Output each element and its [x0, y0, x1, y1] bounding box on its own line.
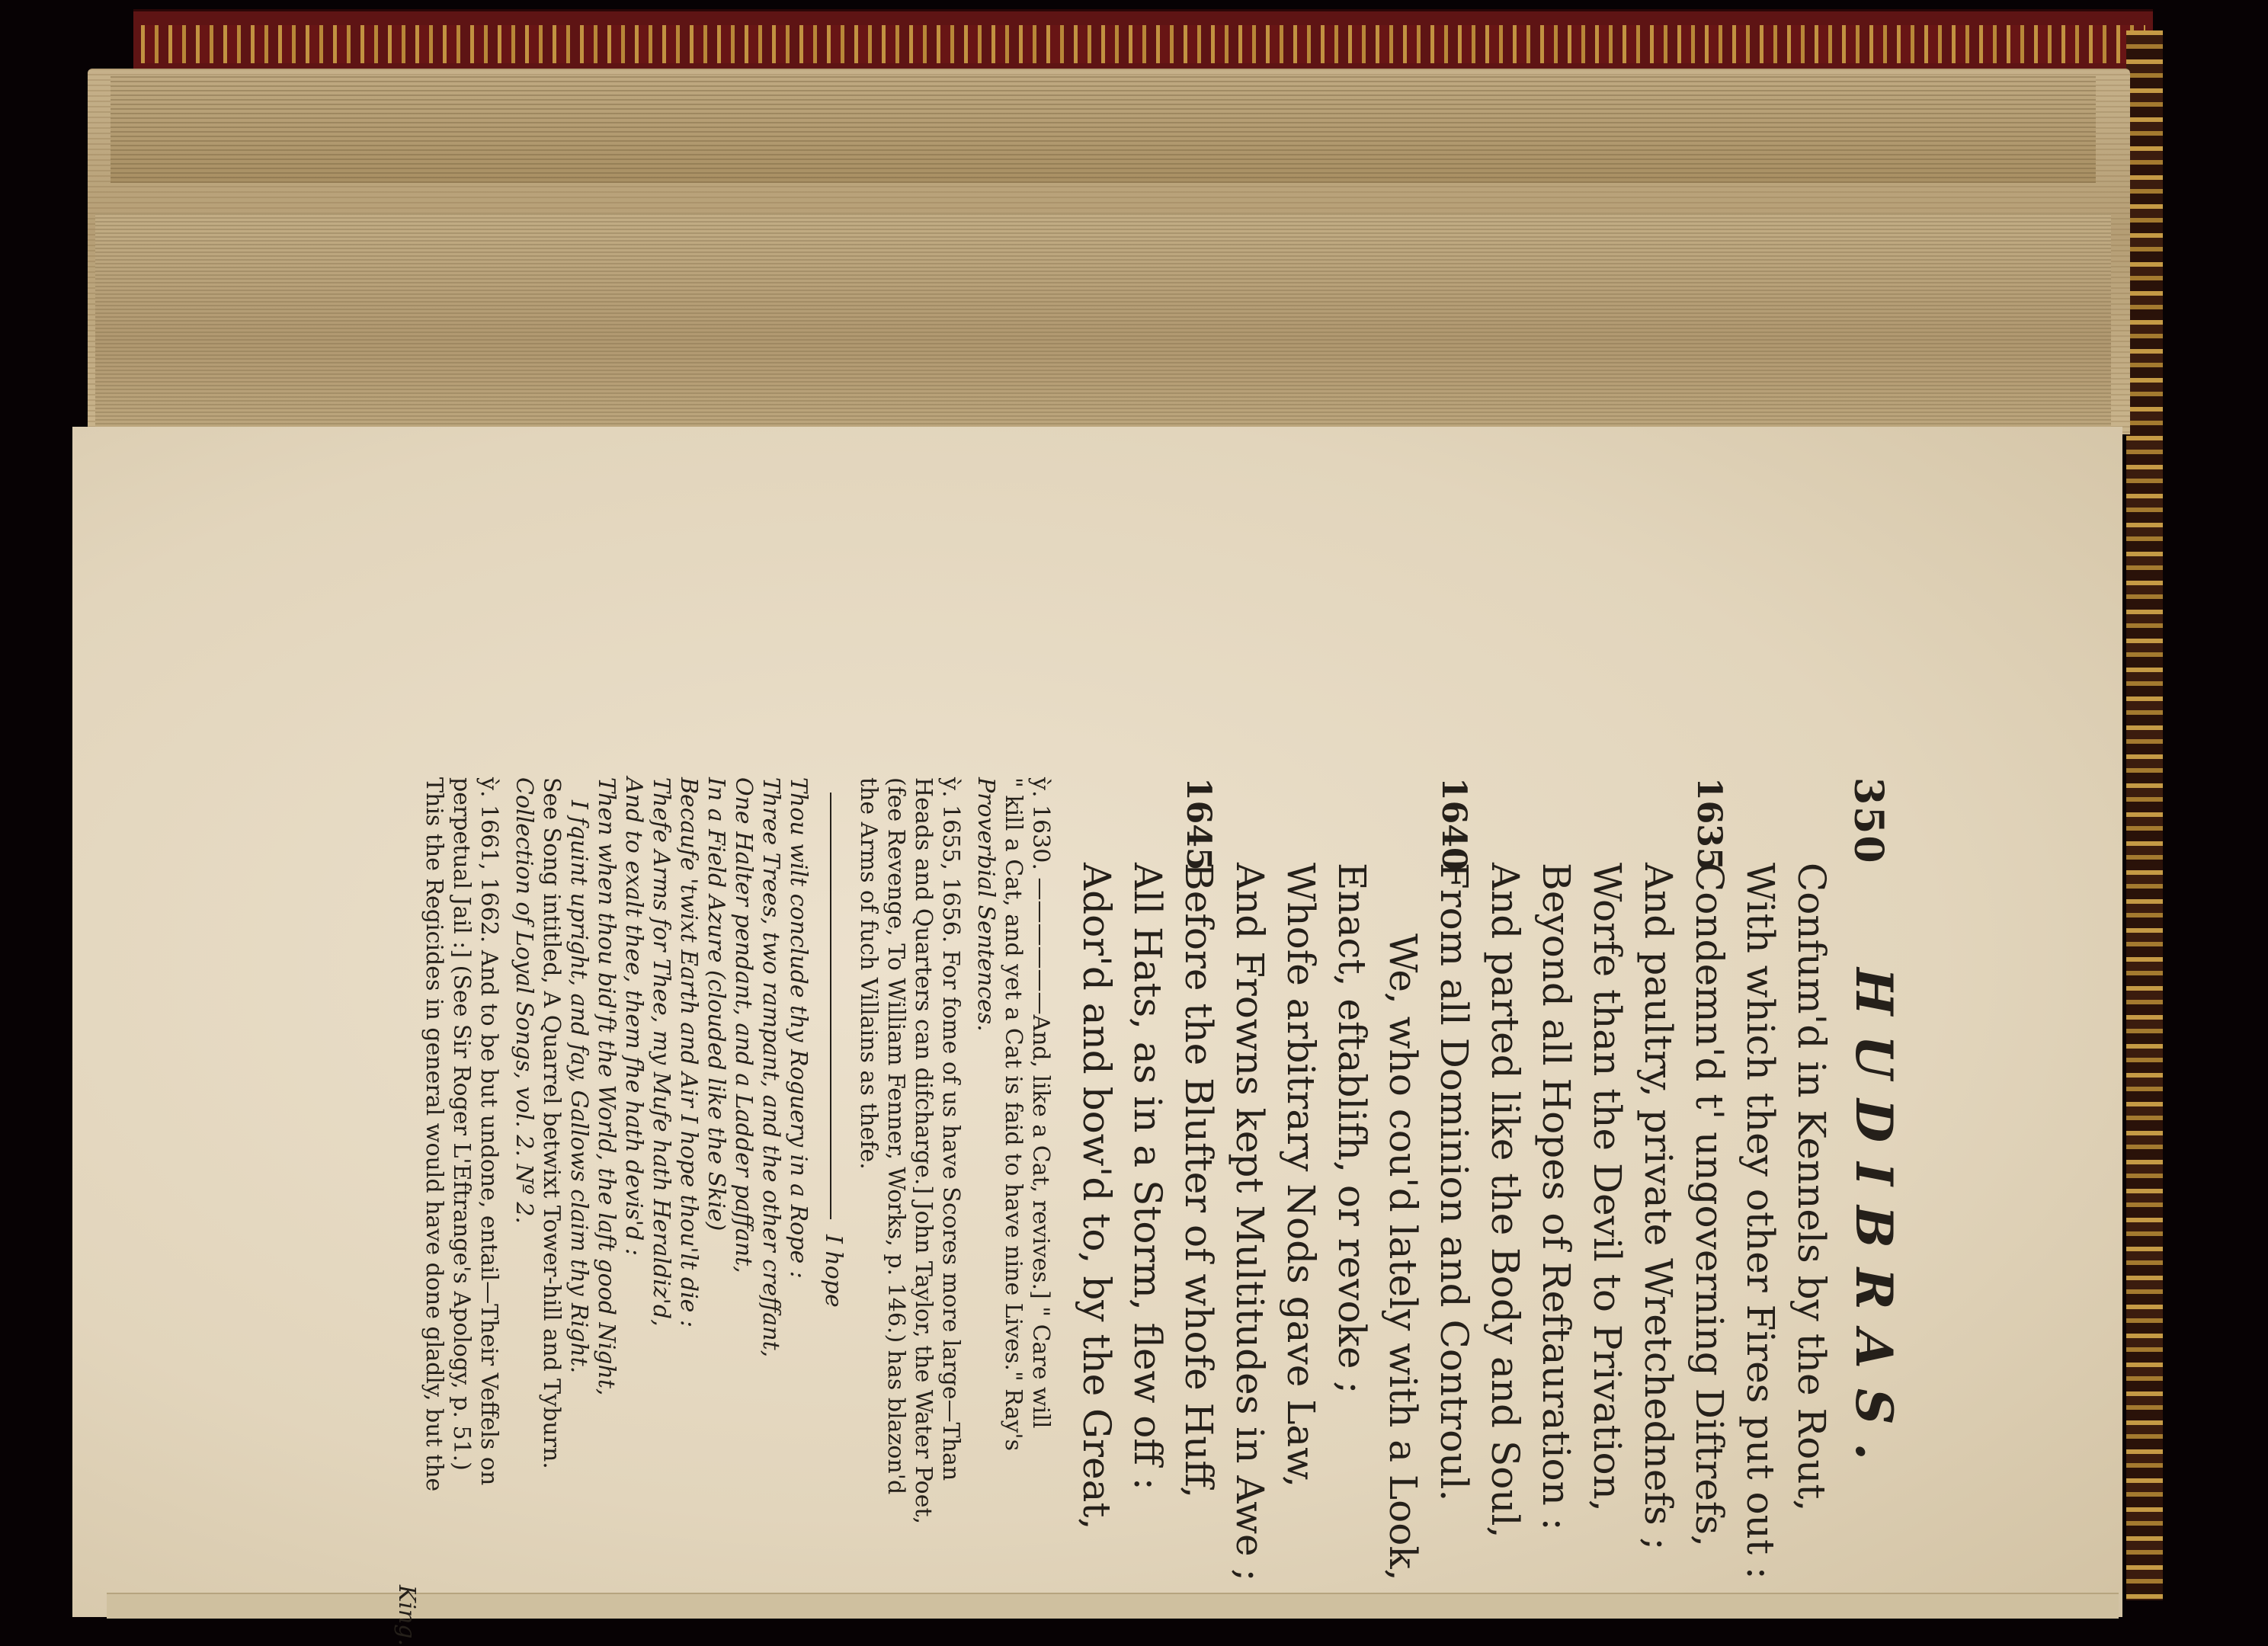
verse-text: Condemn'd t' ungoverning Diftrefs, [1687, 863, 1731, 1547]
running-title: HUDIBRAS. [1844, 968, 1904, 1481]
note-line: Collection of Loyal Songs, vol. 2. Nº 2. [511, 777, 537, 1224]
verse-text: With which they other Fires put out : [1738, 863, 1783, 1580]
note-line: ỳ. 1630. ——————And, like a Cat, revives.] " Care will [1027, 777, 1054, 1429]
verse-line [1326, 777, 1377, 1646]
quote-line: Then when thou bid'ft the World, the laft good Night, [593, 777, 620, 1396]
quote-line: I fquint upright, and fay, Gallows claim thy Right. [565, 800, 592, 1374]
note-line: This the Regicides in general would have done gladly, but the [421, 777, 447, 1492]
running-head [1837, 777, 1920, 1646]
page-edges-lower [95, 213, 2111, 427]
note-line: " kill a Cat, and yet a Cat is faid to have nine Lives." Ray's [1000, 777, 1027, 1452]
line-number: 1635 [1690, 777, 1728, 871]
note-line: Proverbial Sentences. [972, 777, 999, 1032]
verse-line [1735, 777, 1786, 1646]
line-number: 1645 [1179, 777, 1218, 871]
verse-text: And paultry, private Wretchednefs ; [1636, 863, 1680, 1551]
gilt-edge-band [2126, 30, 2163, 1600]
note-1 [972, 777, 1054, 1646]
note-3 [392, 777, 502, 1646]
verse-text: And parted like the Body and Soul, [1483, 863, 1527, 1539]
verse-text: Whofe arbitrary Nods gave Law, [1279, 863, 1323, 1487]
page-number: 350 [1845, 777, 1892, 865]
note-line: ỳ. 1661, 1662. And to be but undone, entail—Their Veffels on [476, 777, 502, 1486]
catchword: I hope [820, 1234, 847, 1308]
quote-line: Thefe Arms for Thee, my Mufe hath Heraldiz'd, [648, 777, 674, 1327]
verse-line [1479, 777, 1530, 1646]
verse-text: And Frowns kept Multitudes in Awe ; [1228, 863, 1272, 1582]
quoted-verse [510, 777, 812, 1646]
page-edges [88, 69, 2130, 434]
verse-line [1428, 777, 1479, 1646]
verse-text: Confum'd in Kennels by the Rout, [1789, 863, 1834, 1512]
note-line: the Arms of fuch Villains as thefe. [855, 777, 882, 1170]
verse-text: From all Dominion and Controul. [1432, 863, 1476, 1502]
verse-text: We, who cou'd lately with a Look, [1381, 933, 1425, 1581]
verse-line [1275, 777, 1326, 1646]
note-line: See Song intitled, A Quarrel betwixt Tower-hill and Tyburn. [538, 777, 565, 1469]
footnotes [392, 777, 1054, 1646]
verse-line [1377, 777, 1428, 1646]
verse-line [1632, 777, 1683, 1646]
verse-text: Beyond all Hopes of Reftauration : [1534, 863, 1578, 1531]
quote-line: Becaufe 'twixt Earth and Air I hope thou'lt die : [675, 777, 702, 1328]
verse-line [1786, 777, 1837, 1646]
quote-line: Three Trees, two rampant, and the other creffant, [758, 777, 784, 1358]
line-number: 1640 [1434, 777, 1473, 871]
verse-line [1173, 777, 1224, 1646]
quote-line: Thou wilt conclude thy Roguery in a Rope : [785, 777, 812, 1279]
verse-text: All Hats, as in a Storm, flew off : [1126, 863, 1170, 1491]
quote-line: One Halter pendant, and a Ladder paffant, [730, 777, 757, 1273]
note-line: Heads and Quarters can difcharge.] John Taylor, the Water Poet, [910, 777, 937, 1525]
page-text [385, 777, 1920, 1646]
page-edges-upper [111, 76, 2096, 183]
verse-text: Enact, eftablifh, or revoke ; [1330, 863, 1374, 1395]
quote-line: In a Field Azure (clouded like the Skie) [703, 777, 729, 1231]
verse-line [1224, 777, 1275, 1646]
horizontal-rule [830, 793, 831, 1219]
quote-line: And to exalt thee, them fhe hath devis'd : [620, 777, 647, 1257]
note-line: (fee Revenge, To William Fenner, Works, p. 146.) has blazon'd [883, 777, 909, 1495]
note-2 [854, 777, 964, 1646]
verse-line [1071, 777, 1122, 1646]
verse-text: Ador'd and bow'd to, by the Great, [1075, 863, 1119, 1530]
verse-text: Before the Blufter of whofe Huff, [1177, 863, 1221, 1499]
verse-line [1581, 777, 1632, 1646]
verse-block [1071, 777, 1837, 1646]
verse-line [1683, 777, 1735, 1646]
verse-line [1530, 777, 1581, 1646]
note-line: perpetual Jail :] (See Sir Roger L'Eftrange's Apology, p. 51.) [448, 777, 475, 1471]
rule-with-catchword [812, 777, 847, 1646]
note-line: ỳ. 1655, 1656. For fome of us have Scores more large—Than [937, 777, 964, 1481]
gilt-tooling [141, 25, 2145, 63]
verse-text: Worfe than the Devil to Privation, [1585, 863, 1629, 1512]
verse-line [1122, 777, 1173, 1646]
final-catchword: King. [393, 1584, 420, 1646]
